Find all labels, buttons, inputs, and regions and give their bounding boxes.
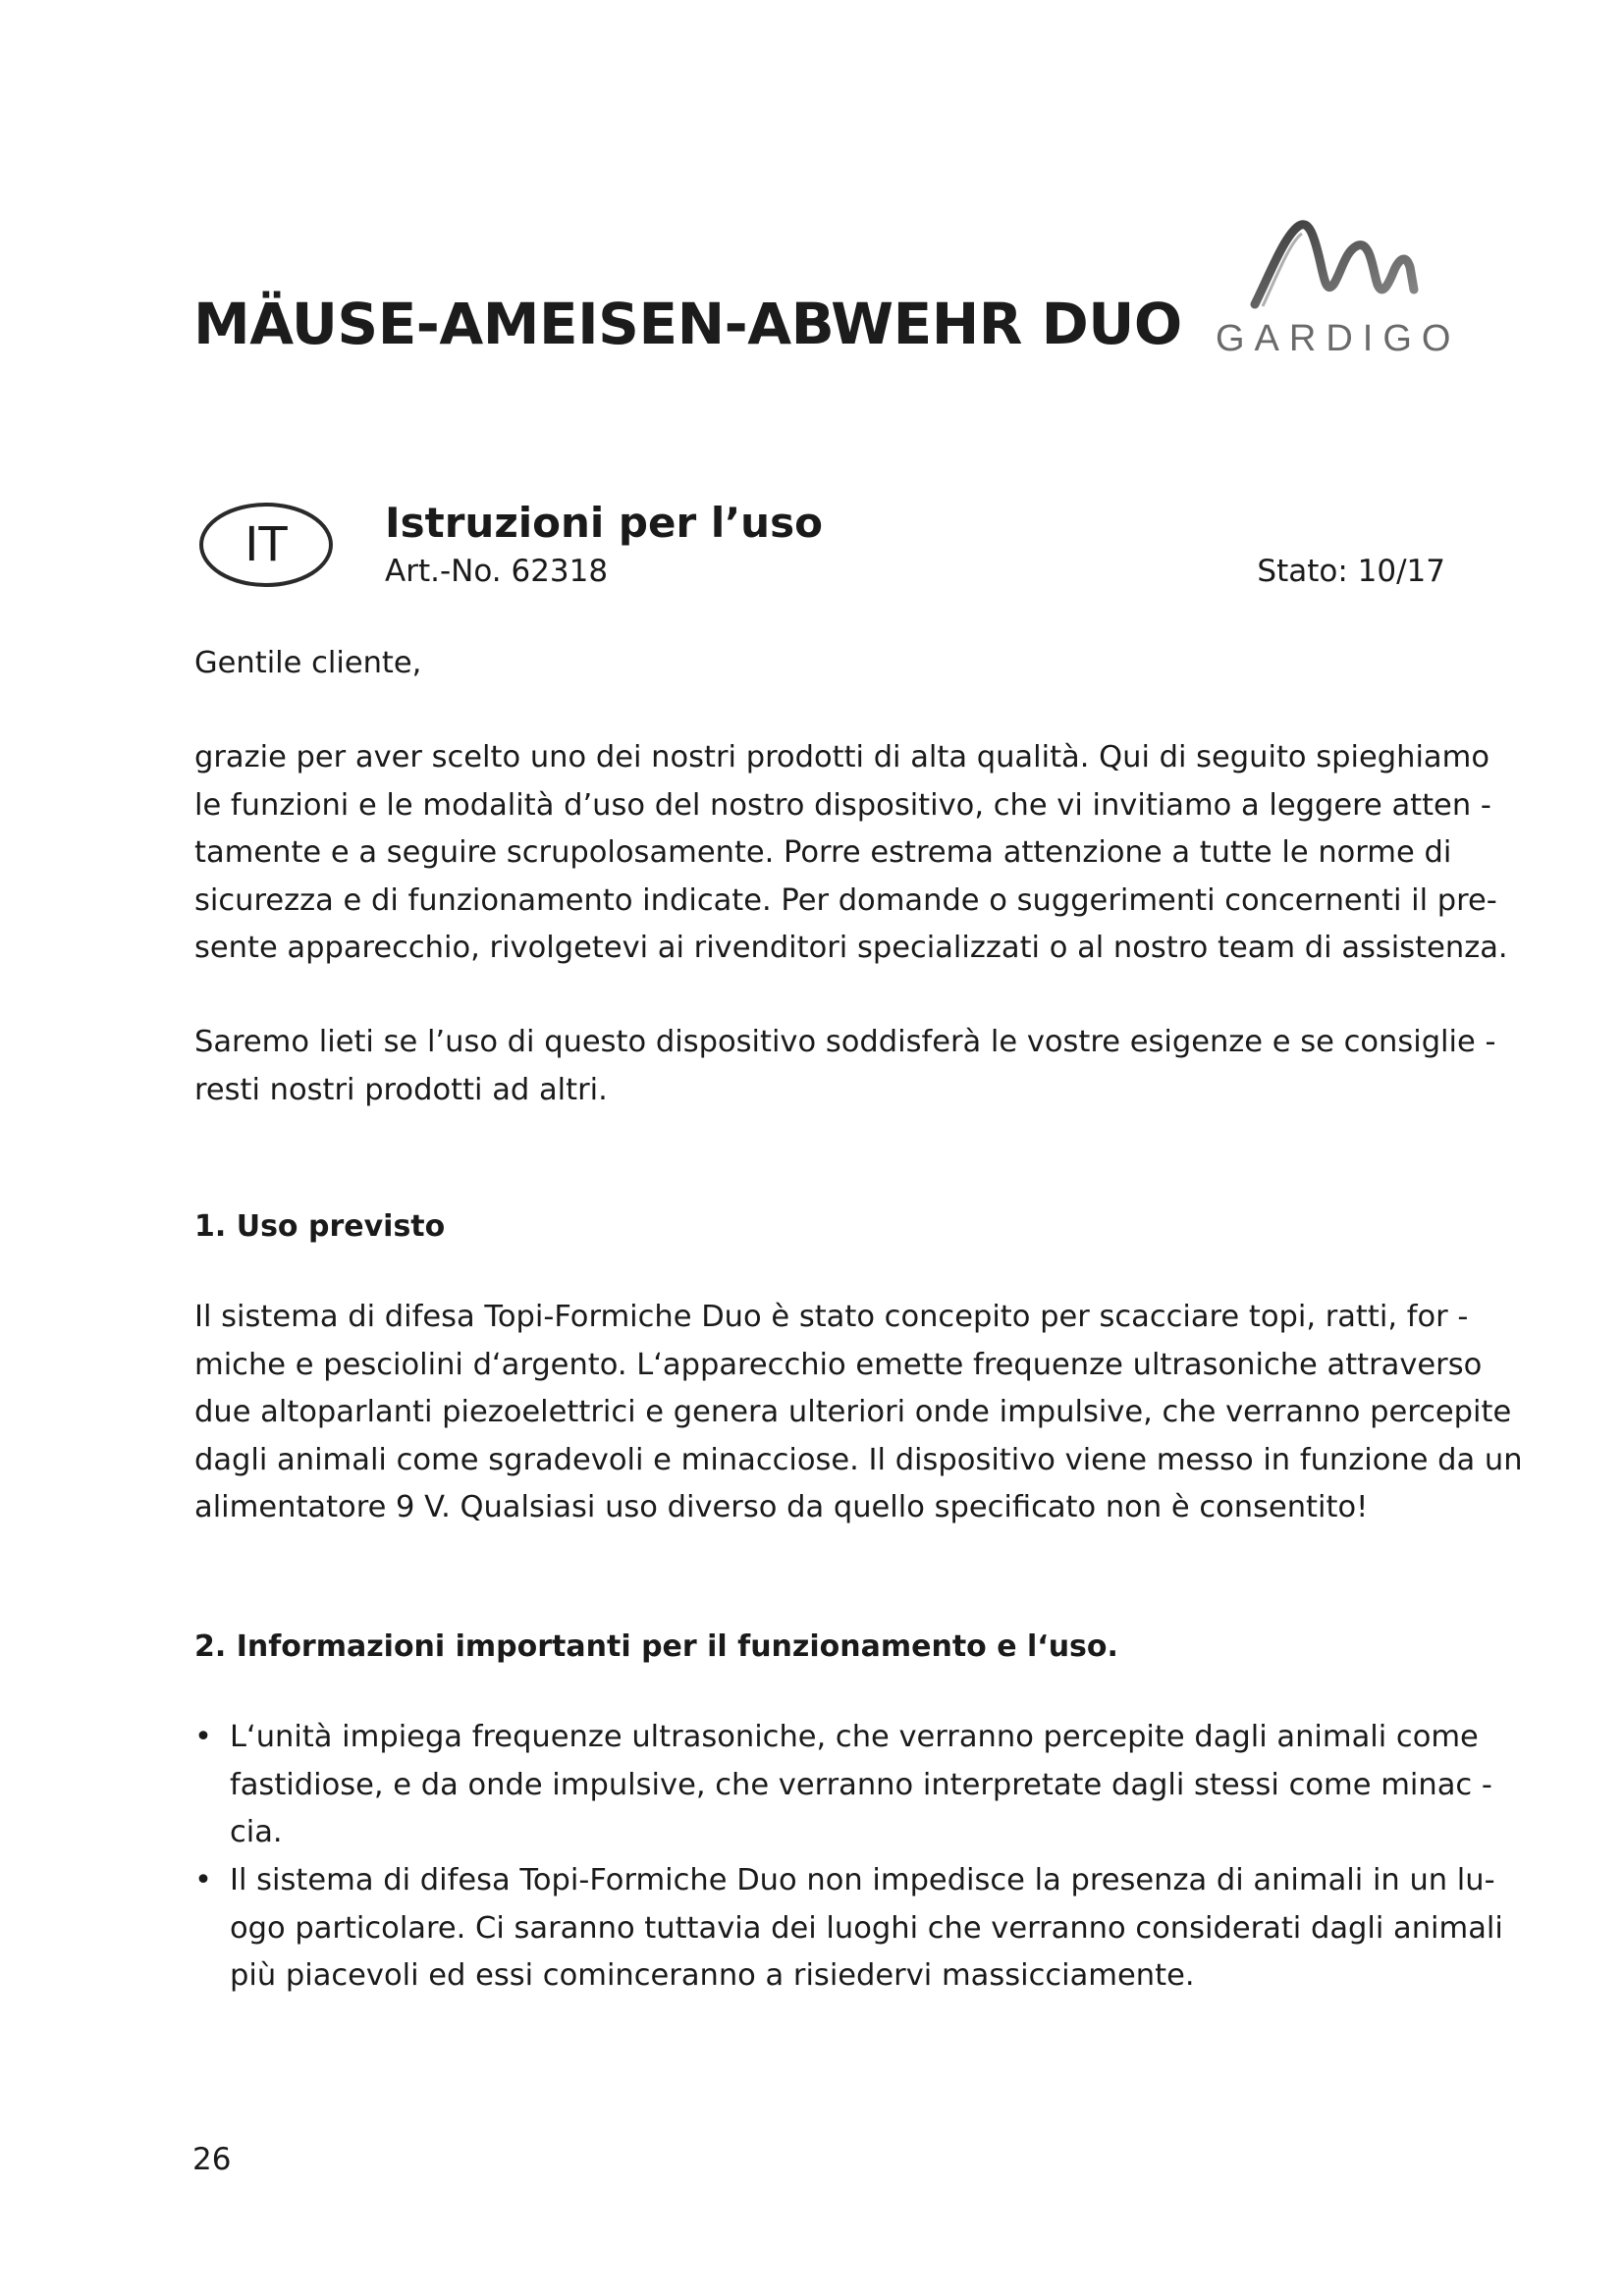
text-line: più piacevoli ed essi cominceranno a risiedervi massicciamente.	[230, 1958, 1195, 1993]
text-line: grazie per aver scelto uno dei nostri prodotti di alta qualità. Qui di seguito spieghiamo	[194, 740, 1489, 774]
greeting: Gentile cliente,	[194, 646, 422, 680]
text-line: L‘unità impiega frequenze ultrasoniche, che verranno percepite dagli animali come	[230, 1720, 1479, 1754]
bullet-icon: •	[194, 1720, 212, 1754]
text-line: Saremo lieti se l’uso di questo dispositivo soddisferà le vostre esigenze e se consiglie -	[194, 1025, 1496, 1059]
section-1-heading: 1. Uso previsto	[194, 1209, 446, 1244]
text-line: ogo particolare. Ci saranno tuttavia dei luoghi che verranno considerati dagli animali	[230, 1910, 1503, 1946]
text-line: alimentatore 9 V. Qualsiasi uso diverso da quello specificato non è consentito!	[194, 1490, 1369, 1524]
article-number: Art.-No. 62318	[385, 554, 609, 589]
text-line: sente apparecchio, rivolgetevi ai rivenditori specializzati o al nostro team di assistenza.	[194, 931, 1508, 965]
text-line: miche e pesciolini d‘argento. L‘apparecchio emette frequenze ultrasoniche attraverso	[194, 1347, 1483, 1382]
text-line: fastidiose, e da onde impulsive, che verranno interpretate dagli stessi come minac -	[230, 1767, 1492, 1802]
closing-paragraph	[194, 1019, 1496, 1114]
text-line: tamente e a seguire scrupolosamente. Porre estrema attenzione a tutte le norme di	[194, 835, 1452, 870]
gardigo-logo	[1216, 216, 1461, 363]
text-line: cia.	[230, 1815, 283, 1849]
text-line: dagli animali come sgradevoli e minacciose. Il dispositivo viene messo in funzione da un	[194, 1442, 1523, 1477]
language-badge-label: IT	[244, 517, 288, 572]
document-status: Stato: 10/17	[1257, 554, 1445, 589]
document-title: MÄUSE-AMEISEN-ABWEHR DUO	[193, 291, 1182, 357]
logo-text: GARDIGO	[1216, 318, 1461, 359]
section-title: Istruzioni per l’uso	[385, 499, 823, 547]
text-line: sicurezza e di funzionamento indicate. Per domande o suggerimenti concernenti il pre-	[194, 882, 1497, 918]
text-line: le funzioni e le modalità d’uso del nostro dispositivo, che vi invitiamo a leggere atten -	[194, 787, 1491, 823]
bullet-icon: •	[194, 1863, 212, 1897]
intro-paragraph	[194, 734, 1508, 973]
bullet-item	[194, 1714, 1492, 1857]
text-line: Il sistema di difesa Topi-Formiche Duo non impedisce la presenza di animali in un lu-	[230, 1863, 1495, 1897]
text-line: resti nostri prodotti ad altri.	[194, 1072, 608, 1107]
bullet-item	[194, 1857, 1503, 2001]
section-1-body	[194, 1294, 1523, 1532]
page-number: 26	[192, 2142, 232, 2177]
wave-logo-icon	[1216, 216, 1451, 314]
text-line: due altoparlanti piezoelettrici e genera ulteriori onde impulsive, che verranno percepite	[194, 1395, 1512, 1429]
language-badge	[196, 499, 336, 591]
section-2-heading: 2. Informazioni importanti per il funzionamento e l‘uso.	[194, 1629, 1118, 1664]
text-line: Il sistema di difesa Topi-Formiche Duo è stato concepito per scacciare topi, ratti, for -	[194, 1300, 1469, 1334]
